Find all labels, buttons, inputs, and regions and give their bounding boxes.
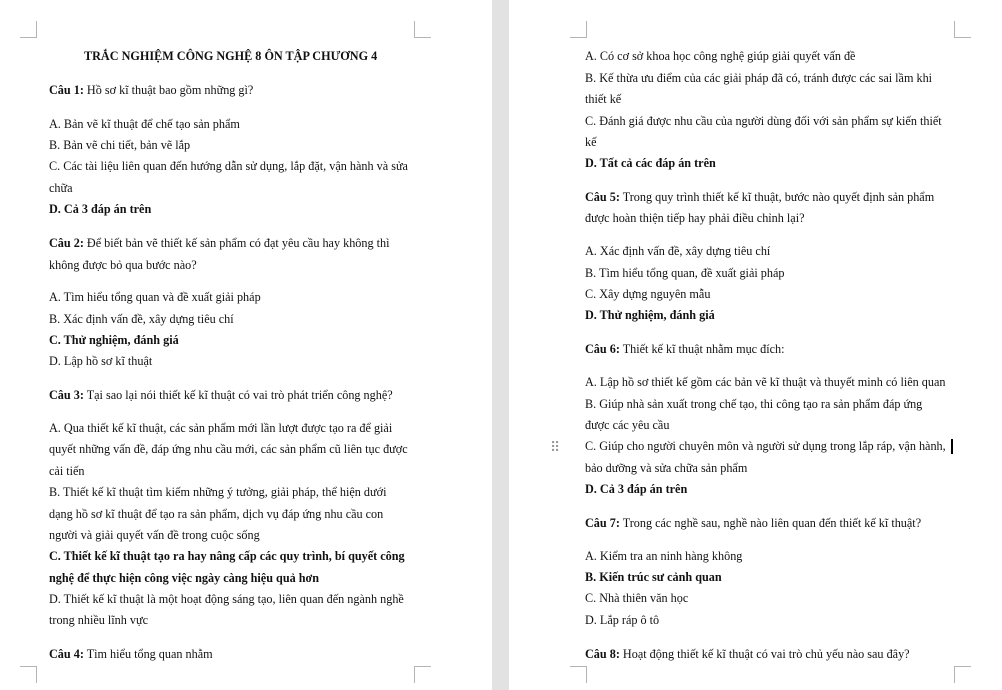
margin-corner-marker (20, 21, 37, 38)
question-label: Câu 8: (585, 647, 620, 661)
answer-line: trong nhiều lĩnh vực (49, 613, 149, 627)
correct-answer-line: D. Tất cả các đáp án trên (585, 156, 716, 170)
question-label: Câu 7: (585, 516, 620, 530)
answer-line: A. Có cơ sở khoa học công nghệ giúp giải quyết vấn đề (585, 49, 856, 63)
answer-line: B. Giúp nhà sản xuất trong chế tạo, thi công tạo ra sản phẩm đáp ứng (585, 397, 923, 411)
answer-line: C. Xây dựng nguyên mẫu (585, 287, 711, 301)
answer-line: B. Kế thừa ưu điểm của các giải pháp đã có, tránh được các sai lầm khi (585, 71, 933, 85)
correct-answer-line: D. Thử nghiệm, đánh giá (585, 308, 715, 322)
answer-line: A. Tìm hiểu tổng quan và đề xuất giải pháp (49, 290, 261, 304)
answer-line: người và giải quyết vấn đề trong cuộc sống (49, 528, 260, 542)
correct-answer-line: C. Thiết kế kĩ thuật tạo ra hay nâng cấp các quy trình, bí quyết công (49, 549, 405, 563)
answer-line: dạng hồ sơ kĩ thuật để tạo ra sản phẩm, dịch vụ đáp ứng nhu cầu con (49, 507, 384, 521)
page-gap (492, 0, 509, 690)
answer-line: chữa (49, 181, 73, 195)
answer-line: D. Thiết kế kĩ thuật là một hoạt động sáng tạo, liên quan đến ngành nghề (49, 592, 404, 606)
answer-line: A. Bản vẽ kĩ thuật để chế tạo sản phẩm (49, 117, 240, 131)
answer-line: quyết những vấn đề, đáp ứng nhu cầu mới, các sản phẩm cũ liên tục được (49, 442, 408, 456)
answer-line: A. Xác định vấn đề, xây dựng tiêu chí (585, 244, 771, 258)
correct-answer-line: nghệ để thực hiện công việc ngày càng hiệu quả hơn (49, 571, 320, 585)
question-label: Câu 3: (49, 388, 84, 402)
answer-line: C. Giúp cho người chuyên môn và người sử dụng trong lắp ráp, vận hành, (585, 439, 946, 453)
answer-line: bảo dưỡng và sửa chữa sản phẩm (585, 461, 748, 475)
answer-line: A. Kiểm tra an ninh hàng không (585, 549, 743, 563)
question-label: Câu 1: (49, 83, 84, 97)
document-page-left[interactable] (0, 0, 492, 690)
margin-corner-marker (954, 21, 971, 38)
question-label: Câu 2: (49, 236, 84, 250)
margin-corner-marker (570, 666, 587, 683)
question-line: Câu 3: Tại sao lại nói thiết kế kĩ thuật có vai trò phát triển công nghệ? (49, 388, 393, 402)
answer-line: C. Các tài liệu liên quan đến hướng dẫn sử dụng, lắp đặt, vận hành và sửa (49, 159, 408, 173)
document-page-right[interactable] (509, 0, 1002, 690)
question-line: Câu 5: Trong quy trình thiết kế kĩ thuật, bước nào quyết định sản phẩm (585, 190, 935, 204)
document-title: TRẮC NGHIỆM CÔNG NGHỆ 8 ÔN TẬP CHƯƠNG 4 (84, 49, 378, 63)
question-line: không được bỏ qua bước nào? (49, 258, 197, 272)
answer-line: B. Xác định vấn đề, xây dựng tiêu chí (49, 312, 234, 326)
correct-answer-line: D. Cả 3 đáp án trên (585, 482, 688, 496)
answer-line: C. Nhà thiên văn học (585, 591, 689, 605)
answer-line: D. Lập hồ sơ kĩ thuật (49, 354, 153, 368)
answer-line: D. Lắp ráp ô tô (585, 613, 660, 627)
margin-corner-marker (20, 666, 37, 683)
correct-answer-line: D. Cả 3 đáp án trên (49, 202, 152, 216)
drag-handle-icon[interactable]: ⠿ (550, 440, 561, 456)
margin-corner-marker (414, 21, 431, 38)
question-line: Câu 6: Thiết kế kĩ thuật nhằm mục đích: (585, 342, 785, 356)
question-line: Câu 8: Hoạt động thiết kế kĩ thuật có vai trò chủ yếu nào sau đây? (585, 647, 910, 661)
question-line: Câu 7: Trong các nghề sau, nghề nào liên quan đến thiết kế kĩ thuật? (585, 516, 922, 530)
answer-line: kế (585, 135, 597, 149)
answer-line: A. Lập hồ sơ thiết kế gồm các bản vẽ kĩ thuật và thuyết minh có liên quan (585, 375, 946, 389)
question-label: Câu 6: (585, 342, 620, 356)
question-label: Câu 4: (49, 647, 84, 661)
margin-corner-marker (570, 21, 587, 38)
answer-line: B. Tìm hiểu tổng quan, đề xuất giải pháp (585, 266, 785, 280)
margin-corner-marker (954, 666, 971, 683)
correct-answer-line: B. Kiến trúc sư cảnh quan (585, 570, 722, 584)
answer-line: B. Thiết kế kĩ thuật tìm kiếm những ý tưởng, giải pháp, thể hiện dưới (49, 485, 387, 499)
question-line: Câu 4: Tìm hiểu tổng quan nhằm (49, 647, 213, 661)
text-cursor (951, 439, 953, 454)
correct-answer-line: C. Thử nghiệm, đánh giá (49, 333, 179, 347)
question-label: Câu 5: (585, 190, 620, 204)
answer-line: thiết kế (585, 92, 622, 106)
answer-line: A. Qua thiết kế kĩ thuật, các sản phẩm mới lần lượt được tạo ra để giải (49, 421, 393, 435)
margin-corner-marker (414, 666, 431, 683)
question-line: Câu 1: Hồ sơ kĩ thuật bao gồm những gì? (49, 83, 254, 97)
answer-line: cải tiến (49, 464, 85, 478)
answer-line: C. Đánh giá được nhu cầu của người dùng đối với sản phẩm sự kiến thiết (585, 114, 942, 128)
question-line: Câu 2: Để biết bản vẽ thiết kế sản phẩm có đạt yêu cầu hay không thì (49, 236, 390, 250)
question-line: được hoàn thiện tiếp hay phải điều chỉnh lại? (585, 211, 805, 225)
answer-line: B. Bản vẽ chi tiết, bản vẽ lắp (49, 138, 191, 152)
answer-line: được các yêu cầu (585, 418, 670, 432)
